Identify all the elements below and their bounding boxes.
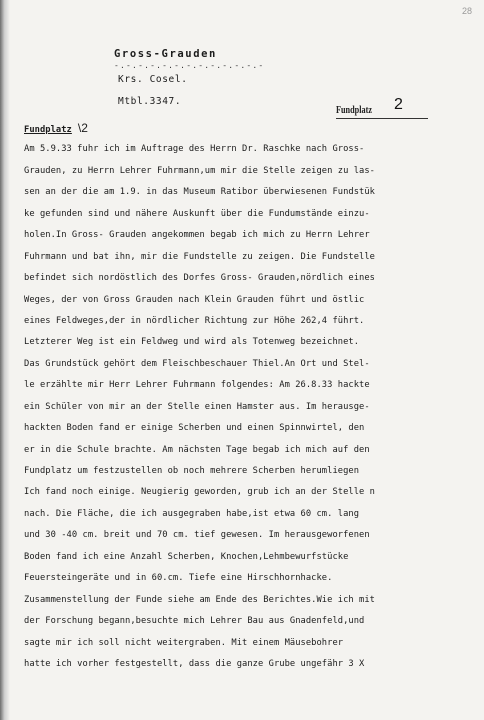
report-line: hatte ich vorher festgestellt, dass die ganze Grube ungefähr 3 X: [24, 658, 365, 669]
report-line: Boden fand ich eine Anzahl Scherben, Knochen,Lehmbewurfstücke: [24, 551, 349, 562]
report-line: er in die Schule brachte. Am nächsten Tage begab ich mich auf den: [24, 444, 370, 455]
report-line: befindet sich nordöstlich des Dorfes Gross- Grauden,nördlich eines: [24, 273, 375, 284]
scan-edge-shadow: [0, 0, 10, 720]
stamp-number: 2: [394, 96, 403, 113]
kreis-line: Krs. Cosel.: [118, 74, 188, 85]
fundplatz-heading: [24, 118, 480, 139]
report-line: ein Schüler von mir an der Stelle einen Hamster aus. Im herausge-: [24, 401, 370, 412]
report-line: sagte mir ich soll nicht weitergraben. Mit einem Mäusebohrer: [24, 637, 344, 648]
report-line: der Forschung begann,besuchte mich Lehrer Bau aus Gnadenfeld,und: [24, 616, 365, 627]
report-line: Letzterer Weg ist ein Feldweg und wird als Totenweg bezeichnet.: [24, 337, 360, 348]
report-line: ke gefunden sind und nähere Auskunft über die Fundumstände einzu-: [24, 208, 370, 219]
report-lines: [24, 139, 480, 675]
report-line: Am 5.9.33 fuhr ich im Auftrage des Herrn Dr. Raschke nach Gross-: [24, 144, 365, 155]
document-title: Gross-Grauden: [114, 48, 217, 60]
report-line: Das Grundstück gehört dem Fleischbeschauer Thiel.An Ort und Stel-: [24, 358, 370, 369]
page-number: 28: [461, 6, 472, 16]
report-line: nach. Die Fläche, die ich ausgegraben habe,ist etwa 60 cm. lang: [24, 508, 360, 519]
title-underline: -.-.-.-.-.-.-.-.-.-.-.-.-: [114, 61, 265, 70]
fundplatz-handwritten-mark: \2: [77, 121, 88, 135]
report-line: und 30 -40 cm. breit und 70 cm. tief gewesen. Im herausgeworfenen: [24, 530, 370, 541]
report-line: Grauden, zu Herrn Lehrer Fuhrmann,um mir die Stelle zeigen zu las-: [24, 165, 375, 176]
mtbl-line: Mtbl.3347.: [118, 96, 182, 107]
report-line: hackten Boden fand er einige Scherben und einen Spinnwirtel, den: [24, 423, 365, 434]
fundplatz-stamp: [336, 96, 428, 119]
report-line: holen.In Gross- Grauden angekommen begab ich mich zu Herrn Lehrer: [24, 230, 370, 241]
report-line: Zusammenstellung der Funde siehe am Ende des Berichtes.Wie ich mit: [24, 594, 375, 605]
report-line: Fuhrmann und bat ihn, mir die Fundstelle zu zeigen. Die Fundstelle: [24, 251, 375, 262]
report-line: Feuersteingeräte und in 60.cm. Tiefe eine Hirschhornhacke.: [24, 573, 333, 584]
report-line: sen an der die am 1.9. in das Museum Ratibor überwiesenen Fundstük: [24, 187, 375, 198]
fundplatz-label: Fundplatz: [24, 125, 72, 135]
report-line: Weges, der von Gross Grauden nach Klein Grauden führt und östlic: [24, 294, 365, 305]
report-body: [24, 118, 480, 675]
report-line: Ich fand noch einige. Neugierig geworden, grub ich an der Stelle n: [24, 487, 375, 498]
report-line: le erzählte mir Herr Lehrer Fuhrmann folgendes: Am 26.8.33 hackte: [24, 380, 370, 391]
report-line: eines Feldweges,der in nördlicher Richtung zur Höhe 262,4 führt.: [24, 315, 365, 326]
report-line: Fundplatz um festzustellen ob noch mehrere Scherben herumliegen: [24, 466, 360, 476]
stamp-label: Fundplatz: [336, 105, 372, 116]
